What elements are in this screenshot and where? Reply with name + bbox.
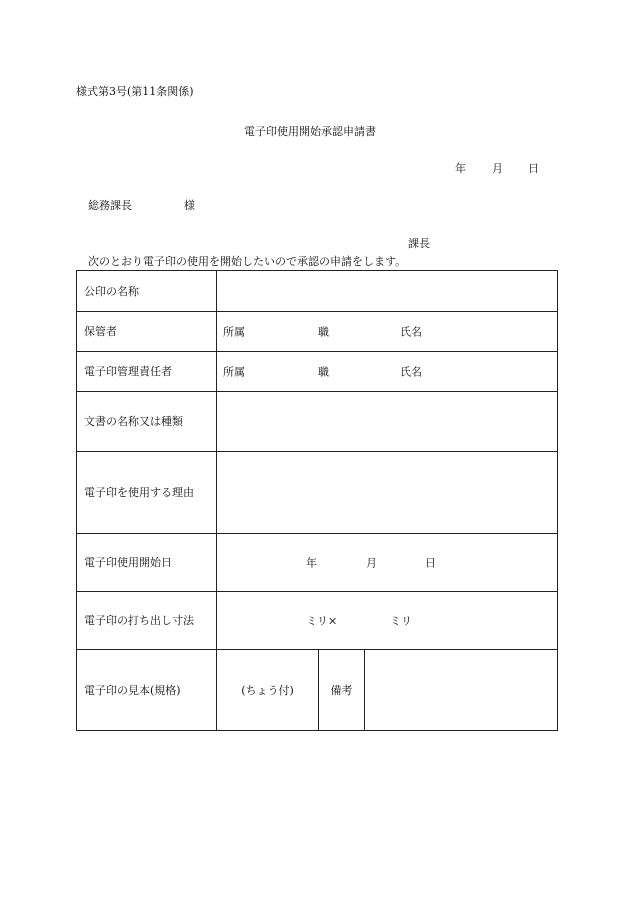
seal-name-field[interactable] (217, 271, 558, 312)
row-reason (77, 452, 558, 534)
start-date-day-unit: 日 (425, 556, 436, 569)
sample-label: 電子印の見本(規格) (77, 650, 217, 731)
document-field[interactable] (217, 392, 558, 452)
start-date-year-unit: 年 (306, 556, 317, 569)
keeper-name-label: 氏名 (400, 325, 422, 338)
manager-position-label: 職 (318, 365, 329, 378)
addressee-honorific: 様 (184, 199, 195, 212)
form-number: 様式第3号(第11条関係) (76, 85, 194, 98)
sample-attach-area[interactable] (217, 650, 319, 731)
manager-name-label: 氏名 (400, 365, 422, 378)
remarks-field[interactable] (365, 650, 558, 731)
keeper-field[interactable] (217, 312, 558, 352)
manager-field[interactable] (217, 352, 558, 392)
start-date-month-unit: 月 (366, 556, 377, 569)
date-day-unit: 日 (528, 162, 539, 175)
print-size-label: 電子印の打ち出し寸法 (77, 592, 217, 650)
seal-name-label: 公印の名称 (77, 271, 217, 312)
reason-label: 電子印を使用する理由 (77, 452, 217, 534)
start-date-label: 電子印使用開始日 (77, 534, 217, 592)
document-title: 電子印使用開始承認申請書 (244, 125, 376, 138)
row-start-date (77, 534, 558, 592)
applicant-title: 課長 (408, 237, 430, 250)
row-manager (77, 352, 558, 392)
manager-label: 電子印管理責任者 (77, 352, 217, 392)
intro-text: 次のとおり電子印の使用を開始したいので承認の申請をします。 (88, 255, 407, 268)
application-form-table (76, 270, 558, 731)
keeper-label: 保管者 (77, 312, 217, 352)
remarks-label-cell (319, 650, 365, 731)
row-keeper (77, 312, 558, 352)
manager-affiliation-label: 所属 (223, 365, 245, 378)
date-month-unit: 月 (492, 162, 503, 175)
print-size-width-unit: ミリ× (306, 614, 338, 627)
addressee-name: 総務課長 (88, 199, 132, 212)
remarks-label: 備考 (330, 683, 353, 697)
print-size-field[interactable] (217, 592, 558, 650)
sample-attach-note: (ちょう付) (241, 683, 294, 697)
date-year-unit: 年 (455, 162, 466, 175)
keeper-affiliation-label: 所属 (223, 325, 245, 338)
keeper-position-label: 職 (318, 325, 329, 338)
row-document (77, 392, 558, 452)
print-size-height-unit: ミリ (390, 614, 412, 627)
row-print-size (77, 592, 558, 650)
row-sample (77, 650, 558, 731)
document-label: 文書の名称又は種類 (77, 392, 217, 452)
start-date-field[interactable] (217, 534, 558, 592)
reason-field[interactable] (217, 452, 558, 534)
row-seal-name (77, 271, 558, 312)
